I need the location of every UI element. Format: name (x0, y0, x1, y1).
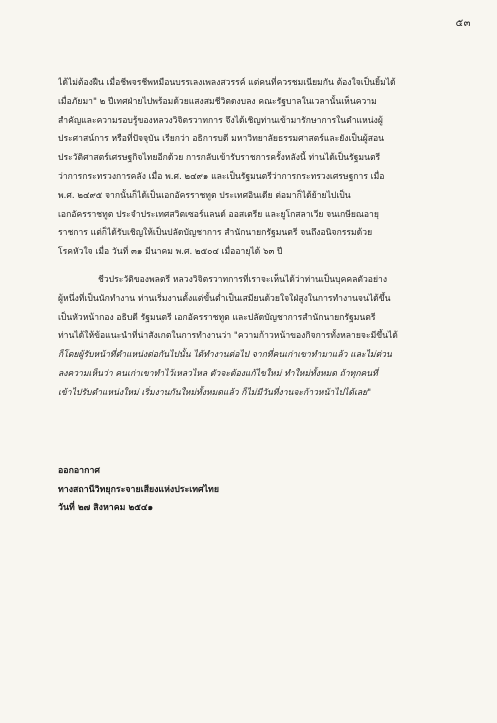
text-line: ชีวประวัติของพลตรี หลวงวิจิตรวาทการที่เราจะเห็นได้ว่าท่านเป็นบุคคลตัวอย่าง (98, 274, 388, 285)
body-text (58, 74, 469, 403)
signature-date: วันที่ ๒๗ สิงหาคม ๒๕๔๑ (58, 503, 154, 513)
text-line: ประวัติศาสตร์เศรษฐกิจไทยอีกด้วย การกลับเข้ารับราชการครั้งหลังนี้ ท่านได้เป็นรัฐมนตรี (58, 153, 381, 164)
signature-station: ทางสถานีวิทยุกระจายเสียงแห่งประเทศไทย (58, 484, 219, 495)
signature-label: ออกอากาศ (58, 466, 100, 476)
text-line: ราชการ แต่ก็ได้รับเชิญให้เป็นปลัดบัญชาการ สำนักนายกรัฐมนตรี จนถึงอนิจกรรมด้วย (58, 228, 373, 239)
paragraph-1 (58, 74, 469, 262)
text-line: ประศาสน์การ หรือที่ปัจจุบัน เรียกว่า อธิการบดี มหาวิทยาลัยธรรมศาสตร์และยังเป็นผู้สอน (58, 134, 385, 145)
text-line: เมื่อภัยมา" ๒ ปีเทศฝ่ายไปพร้อมด้วยแสงสมชีวิตดงบลง คณะรัฐบาลในเวลานั้นเห็นความ (58, 96, 377, 107)
text-line: พ.ศ. ๒๔๙๕ จากนั้นก็ได้เป็นเอกอัครราชทูต ประเทศอินเดีย ต่อมาก็ได้ย้ายไปเป็น (58, 190, 351, 201)
paragraph-2 (58, 271, 469, 403)
text-line: เอกอัครราชทูต ประจำประเทศสวิตเซอร์แลนด์ ออสเตรีย และยูโกสลาเวีย จนเกษียณอายุ (58, 209, 379, 220)
quote-line: ก็โดยผู้รับหน้าที่ตำแหน่งต่อกันไปนั้น ได้ทำงานต่อไป จากที่คนเก่าเขาทำมาแล้ว และไม่ต่วน (58, 350, 392, 361)
text-line: โรคหัวใจ เมื่อ วันที่ ๓๑ มีนาคม พ.ศ. ๒๕๐๔ เมื่ออายุได้ ๖๓ ปี (58, 247, 283, 258)
text-line: ได้ไม่ต้องฝืน เมื่อชีพจรชีพหมือนบรรเลงเพลงสวรรค์ แต่คนที่ควรชมเนียมกัน ต้องใจเป็นยิ้มได้ (58, 78, 396, 88)
paragraph-spacer (58, 262, 469, 271)
quote-line: เข้าไปรับตำแหน่งใหม่ เริ่มงานกันใหม่ทั้งหมดแล้ว ก็ไม่มีวันที่งานจะก้าวหน้าไปได้เลย" (58, 387, 372, 398)
text-line: ว่าการกระทรวงการคลัง เมื่อ พ.ศ. ๒๔๙๑ และเป็นรัฐมนตรีว่าการกระทรวงเศรษฐการ เมื่อ (58, 171, 385, 182)
broadcast-signature (58, 462, 458, 518)
text-line: ท่านได้ให้ข้อแนะนำที่น่าสังเกตในการทำงานว่า "ความก้าวหน้าของกิจการทั้งหลายจะมีขึ้นได้ (58, 331, 398, 342)
quote-line: ลงความเห็นว่า คนเก่าเขาทำไว้เหลวไหล ตัวจะต้องแก้ไขใหม่ ทำใหม่ทั้งหมด ถ้าทุกคนที่ (58, 368, 378, 379)
text-line: ผู้หนึ่งที่เป็นนักทำงาน ท่านเริ่มงานตั้งแต่ขั้นต่ำเป็นเสมียนด้วยใจใฝ่สูงในการทำงานจนได้ขึ้น (58, 293, 391, 304)
text-line: เป็นหัวหน้ากอง อธิบดี รัฐมนตรี เอกอัครราชทูต และปลัดบัญชาการสำนักนายกรัฐมนตรี (58, 312, 376, 323)
page-number: ๕๓ (455, 18, 471, 29)
text-line: สำคัญและความรอบรู้ของหลวงวิจิตรวาทการ จึงได้เชิญท่านเข้ามารักษาการในตำแหน่งผู้ (58, 115, 383, 126)
